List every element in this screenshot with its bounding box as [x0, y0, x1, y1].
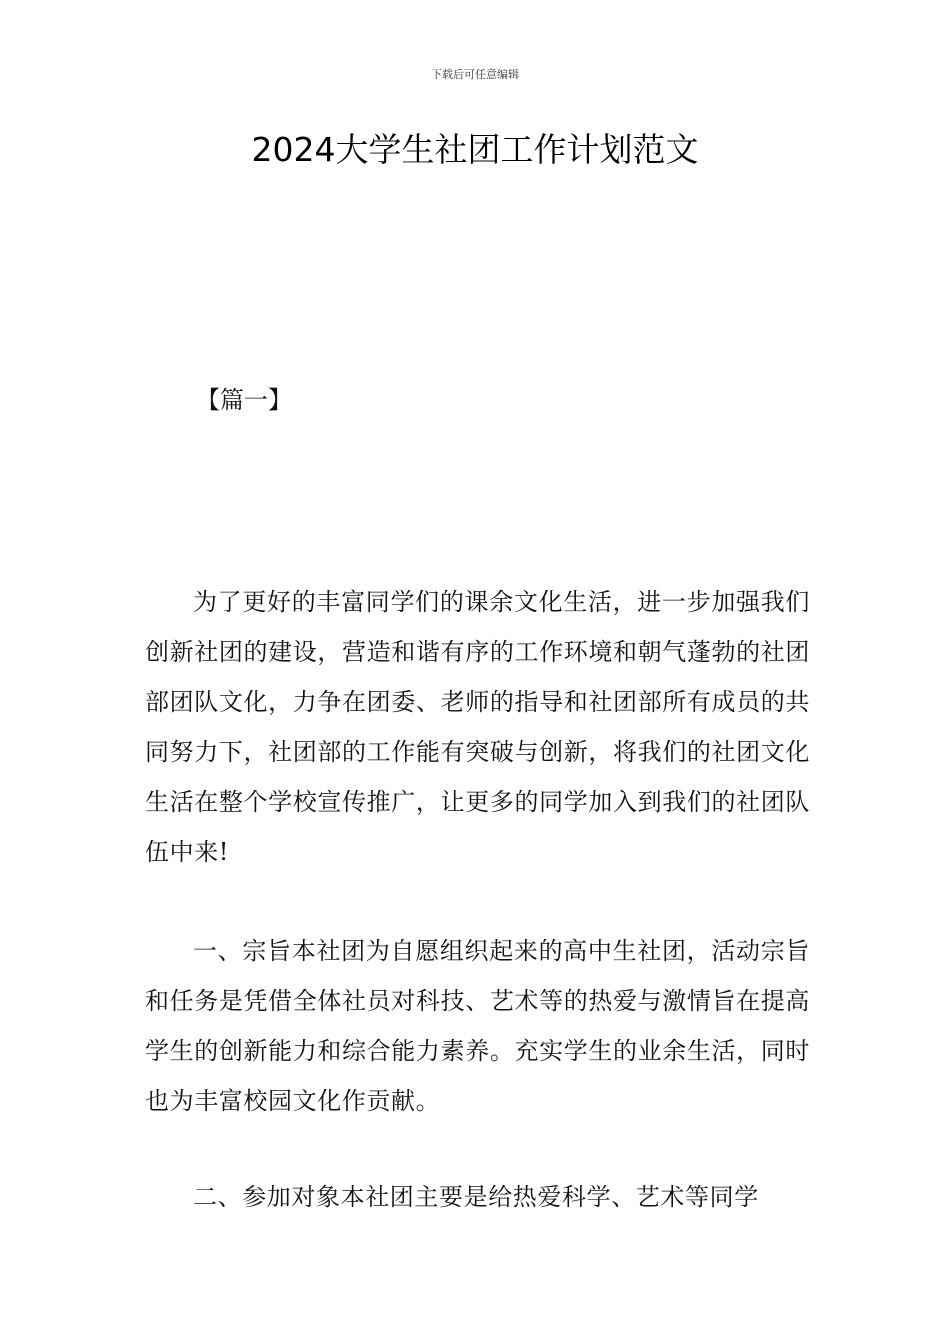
body-paragraph-purpose: 一、宗旨本社团为自愿组织起来的高中生社团，活动宗旨和任务是凭借全体社员对科技、艺术等的热爱与激情旨在提高学生的创新能力和综合能力素养。充实学生的业余生活，同时也为丰富校园文化作贡献。: [145, 937, 810, 1115]
document-title: 2024大学生社团工作计划范文: [251, 130, 699, 169]
header-note: 下载后可任意编辑: [431, 68, 519, 81]
body-paragraph-intro: 为了更好的丰富同学们的课余文化生活，进一步加强我们创新社团的建设，营造和谐有序的工作环境和朝气蓬勃的社团部团队文化，力争在团委、老师的指导和社团部所有成员的共同努力下，社团部的工作能有突破与创新，将我们的社团文化生活在整个学校宣传推广，让更多的同学加入到我们的社团队伍中来!: [145, 588, 810, 866]
section-heading: 【篇一】: [196, 386, 292, 414]
body-paragraph-participants: 二、参加对象本社团主要是给热爱科学、艺术等同学: [193, 1183, 759, 1211]
